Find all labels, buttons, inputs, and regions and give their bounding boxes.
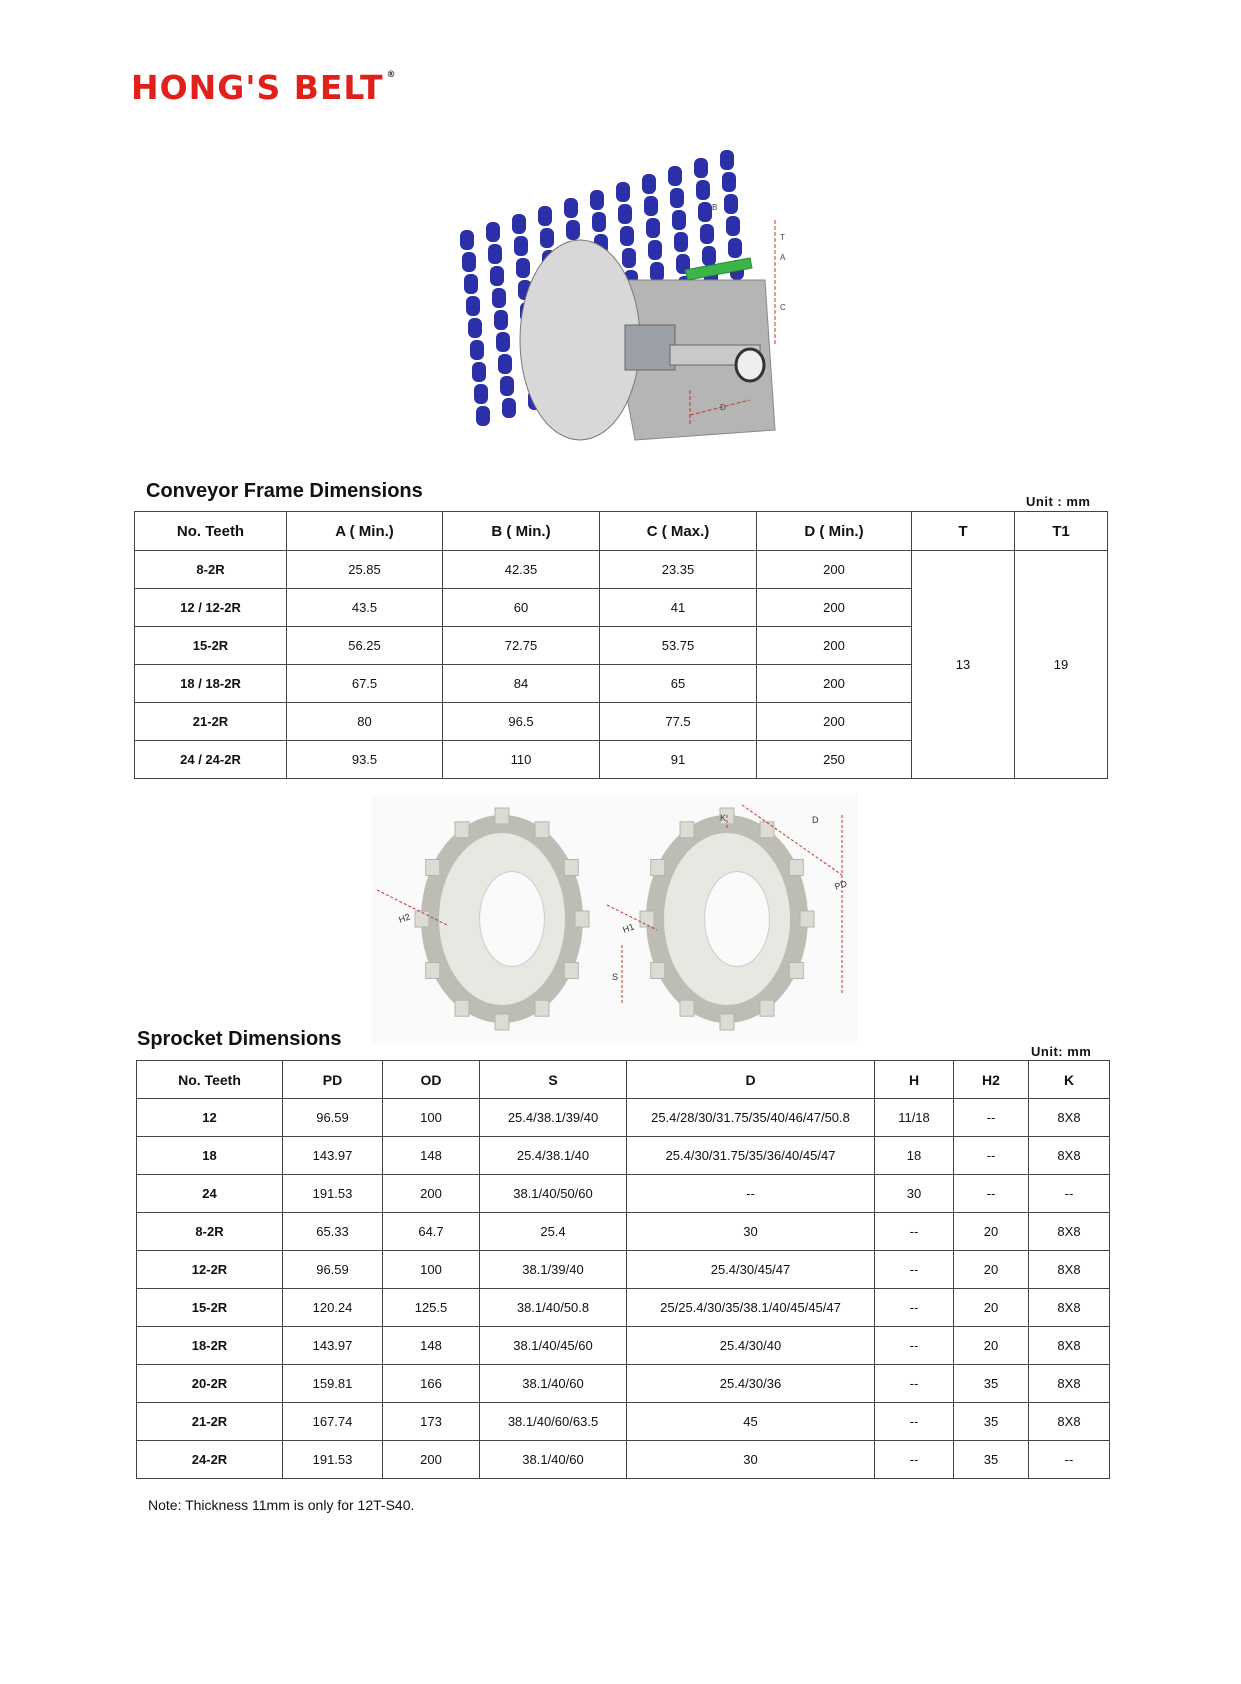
- roller: [592, 212, 606, 232]
- label-k: K: [720, 813, 727, 823]
- cell-h2: --: [954, 1175, 1029, 1213]
- cell-k: 8X8: [1029, 1099, 1110, 1137]
- frame-section-title: Conveyor Frame Dimensions: [146, 480, 423, 502]
- cell-s: 25.4: [480, 1213, 627, 1251]
- sprocket-tooth: [535, 1000, 549, 1016]
- cell-t-merged: 13: [912, 551, 1015, 779]
- col-header-h: H: [875, 1061, 954, 1099]
- dim-label-t: T: [780, 233, 785, 242]
- dim-label-a: A: [780, 253, 786, 262]
- cell-s: 25.4/38.1/40: [480, 1137, 627, 1175]
- cell-d: 25/25.4/30/35/38.1/40/45/45/47: [627, 1289, 875, 1327]
- cell-od: 200: [383, 1441, 480, 1479]
- frame-unit-label: Unit : mm: [1026, 494, 1091, 509]
- cell-a: 67.5: [287, 665, 443, 703]
- sprocket-tooth: [651, 860, 665, 876]
- cell-teeth: 18-2R: [137, 1327, 283, 1365]
- cell-k: 8X8: [1029, 1289, 1110, 1327]
- sprocket-tooth: [564, 963, 578, 979]
- cell-d: 25.4/28/30/31.75/35/40/46/47/50.8: [627, 1099, 875, 1137]
- cell-teeth: 24-2R: [137, 1441, 283, 1479]
- roller: [472, 362, 486, 382]
- shaft-block: [625, 325, 675, 370]
- cell-teeth: 24 / 24-2R: [135, 741, 287, 779]
- cell-k: 8X8: [1029, 1327, 1110, 1365]
- cell-h: --: [875, 1289, 954, 1327]
- cell-s: 38.1/40/60: [480, 1441, 627, 1479]
- cell-h: --: [875, 1327, 954, 1365]
- cell-d: 25.4/30/31.75/35/36/40/45/47: [627, 1137, 875, 1175]
- roller: [698, 202, 712, 222]
- sprocket-dimensions-table: [136, 1060, 1110, 1479]
- sprocket-tooth: [789, 963, 803, 979]
- cell-h2: 35: [954, 1365, 1029, 1403]
- roller: [538, 206, 552, 226]
- roller: [728, 238, 742, 258]
- sprocket-tooth: [495, 808, 509, 824]
- roller: [702, 246, 716, 266]
- dim-label-t1: T1: [730, 271, 740, 280]
- cell-h: --: [875, 1441, 954, 1479]
- registered-mark: ®: [386, 70, 396, 80]
- roller: [460, 230, 474, 250]
- cell-d: 200: [757, 627, 912, 665]
- cell-pd: 159.81: [283, 1365, 383, 1403]
- cell-d: 250: [757, 741, 912, 779]
- sprocket-tooth: [455, 1000, 469, 1016]
- table-row: [137, 1289, 1110, 1327]
- cell-pd: 143.97: [283, 1327, 383, 1365]
- table-row: [137, 1327, 1110, 1365]
- cell-h: 11/18: [875, 1099, 954, 1137]
- col-header-od: OD: [383, 1061, 480, 1099]
- cell-h2: 35: [954, 1441, 1029, 1479]
- col-header-t1: T1: [1015, 512, 1108, 551]
- table-row: [137, 1441, 1110, 1479]
- roller: [492, 288, 506, 308]
- col-header-k: K: [1029, 1061, 1110, 1099]
- roller: [564, 198, 578, 218]
- cell-c: 91: [600, 741, 757, 779]
- cell-a: 25.85: [287, 551, 443, 589]
- roller: [496, 332, 510, 352]
- cell-s: 38.1/40/60/63.5: [480, 1403, 627, 1441]
- cell-c: 65: [600, 665, 757, 703]
- roller: [670, 188, 684, 208]
- sprocket-illustration: [372, 795, 858, 1043]
- cell-d: 25.4/30/36: [627, 1365, 875, 1403]
- brand-logo: [131, 68, 396, 107]
- roller: [516, 258, 530, 278]
- roller: [622, 248, 636, 268]
- cell-b: 96.5: [443, 703, 600, 741]
- roller: [616, 182, 630, 202]
- table-row: [137, 1251, 1110, 1289]
- roller: [646, 218, 660, 238]
- roller: [724, 194, 738, 214]
- label-s: S: [612, 972, 619, 982]
- cell-s: 38.1/39/40: [480, 1251, 627, 1289]
- cell-h2: 20: [954, 1251, 1029, 1289]
- cell-pd: 96.59: [283, 1251, 383, 1289]
- cell-k: 8X8: [1029, 1137, 1110, 1175]
- cell-teeth: 21-2R: [135, 703, 287, 741]
- cell-d: 200: [757, 551, 912, 589]
- table-row: [137, 1403, 1110, 1441]
- col-header-c: C ( Max.): [600, 512, 757, 551]
- table-row: [137, 1365, 1110, 1403]
- label-h1: H1: [621, 921, 636, 935]
- sprocket-tooth: [760, 822, 774, 838]
- cell-h2: 20: [954, 1213, 1029, 1251]
- cell-c: 23.35: [600, 551, 757, 589]
- col-header-d: D ( Min.): [757, 512, 912, 551]
- cell-teeth: 12 / 12-2R: [135, 589, 287, 627]
- cell-teeth: 12-2R: [137, 1251, 283, 1289]
- sprocket-end: [520, 240, 640, 440]
- sprocket-bore: [705, 872, 770, 967]
- roller: [486, 222, 500, 242]
- cell-od: 100: [383, 1251, 480, 1289]
- table-header-row: [135, 512, 1108, 551]
- table-row: [137, 1213, 1110, 1251]
- cell-b: 42.35: [443, 551, 600, 589]
- sprocket-tooth: [564, 860, 578, 876]
- cell-d: 30: [627, 1441, 875, 1479]
- sprocket-tooth: [800, 911, 814, 927]
- table-row: [135, 551, 1108, 589]
- roller: [540, 228, 554, 248]
- sprocket-double: [640, 808, 814, 1030]
- sprocket-tooth: [426, 860, 440, 876]
- cell-h: 30: [875, 1175, 954, 1213]
- cell-teeth: 15-2R: [135, 627, 287, 665]
- sprocket-tooth: [720, 1014, 734, 1030]
- cell-b: 60: [443, 589, 600, 627]
- cell-h: 18: [875, 1137, 954, 1175]
- cell-od: 100: [383, 1099, 480, 1137]
- sprocket-tooth: [535, 822, 549, 838]
- roller: [618, 204, 632, 224]
- sprocket-tooth: [640, 911, 654, 927]
- roller: [500, 376, 514, 396]
- cell-b: 84: [443, 665, 600, 703]
- cell-h2: 35: [954, 1403, 1029, 1441]
- sprocket-tooth: [575, 911, 589, 927]
- dim-label-d: D: [720, 403, 726, 412]
- cell-d: 30: [627, 1213, 875, 1251]
- roller: [720, 150, 734, 170]
- footnote: Note: Thickness 11mm is only for 12T-S40.: [148, 1497, 415, 1513]
- cell-h: --: [875, 1251, 954, 1289]
- roller: [700, 224, 714, 244]
- cell-pd: 191.53: [283, 1441, 383, 1479]
- sprocket-single: [415, 808, 589, 1030]
- cell-teeth: 21-2R: [137, 1403, 283, 1441]
- dim-label-c: C: [780, 303, 786, 312]
- sprocket-tooth: [760, 1000, 774, 1016]
- col-header-a: A ( Min.): [287, 512, 443, 551]
- cell-pd: 143.97: [283, 1137, 383, 1175]
- cell-b: 72.75: [443, 627, 600, 665]
- dim-label-b: B: [712, 203, 718, 212]
- col-header-teeth: No. Teeth: [135, 512, 287, 551]
- roller: [668, 166, 682, 186]
- sprocket-bore: [480, 872, 545, 967]
- cell-s: 38.1/40/60: [480, 1365, 627, 1403]
- roller: [644, 196, 658, 216]
- roller: [466, 296, 480, 316]
- sprocket-unit-label: Unit: mm: [1031, 1044, 1092, 1059]
- cell-a: 56.25: [287, 627, 443, 665]
- cell-t1-merged: 19: [1015, 551, 1108, 779]
- cell-d: 200: [757, 665, 912, 703]
- cell-od: 148: [383, 1137, 480, 1175]
- cell-h2: --: [954, 1099, 1029, 1137]
- roller: [498, 354, 512, 374]
- cell-d: 200: [757, 589, 912, 627]
- cell-b: 110: [443, 741, 600, 779]
- table-header-row: [137, 1061, 1110, 1099]
- cell-pd: 167.74: [283, 1403, 383, 1441]
- cell-a: 93.5: [287, 741, 443, 779]
- cell-c: 53.75: [600, 627, 757, 665]
- cell-h: --: [875, 1403, 954, 1441]
- cell-d: 200: [757, 703, 912, 741]
- roller: [468, 318, 482, 338]
- cell-k: 8X8: [1029, 1365, 1110, 1403]
- shaft-end: [736, 349, 764, 381]
- cell-c: 41: [600, 589, 757, 627]
- cell-h2: 20: [954, 1327, 1029, 1365]
- roller: [696, 180, 710, 200]
- roller: [476, 406, 490, 426]
- col-header-h2: H2: [954, 1061, 1029, 1099]
- cell-s: 38.1/40/50/60: [480, 1175, 627, 1213]
- sprocket-tooth: [651, 963, 665, 979]
- cell-teeth: 18: [137, 1137, 283, 1175]
- roller: [674, 232, 688, 252]
- cell-k: 8X8: [1029, 1403, 1110, 1441]
- col-header-pd: PD: [283, 1061, 383, 1099]
- col-header-s: S: [480, 1061, 627, 1099]
- roller: [462, 252, 476, 272]
- sprocket-tooth: [426, 963, 440, 979]
- cell-h: --: [875, 1213, 954, 1251]
- sprocket-tooth: [495, 1014, 509, 1030]
- roller: [642, 174, 656, 194]
- roller: [672, 210, 686, 230]
- roller: [620, 226, 634, 246]
- cell-teeth: 8-2R: [137, 1213, 283, 1251]
- cell-od: 125.5: [383, 1289, 480, 1327]
- roller: [470, 340, 484, 360]
- cell-d: 25.4/30/40: [627, 1327, 875, 1365]
- sprocket-tooth: [455, 822, 469, 838]
- roller: [590, 190, 604, 210]
- roller: [650, 262, 664, 282]
- roller: [502, 398, 516, 418]
- cell-h2: --: [954, 1137, 1029, 1175]
- cell-od: 200: [383, 1175, 480, 1213]
- cell-pd: 120.24: [283, 1289, 383, 1327]
- table-row: [137, 1137, 1110, 1175]
- frame-dimensions-table: [134, 511, 1108, 779]
- cell-teeth: 8-2R: [135, 551, 287, 589]
- roller: [514, 236, 528, 256]
- cell-teeth: 15-2R: [137, 1289, 283, 1327]
- cell-k: 8X8: [1029, 1251, 1110, 1289]
- cell-teeth: 24: [137, 1175, 283, 1213]
- roller: [694, 158, 708, 178]
- sprocket-tooth: [680, 1000, 694, 1016]
- col-header-d: D: [627, 1061, 875, 1099]
- cell-d: 25.4/30/45/47: [627, 1251, 875, 1289]
- cell-pd: 96.59: [283, 1099, 383, 1137]
- col-header-teeth: No. Teeth: [137, 1061, 283, 1099]
- roller: [726, 216, 740, 236]
- roller: [490, 266, 504, 286]
- label-d: D: [812, 815, 819, 825]
- roller: [464, 274, 478, 294]
- cell-c: 77.5: [600, 703, 757, 741]
- table-row: [137, 1175, 1110, 1213]
- cell-od: 166: [383, 1365, 480, 1403]
- cell-a: 80: [287, 703, 443, 741]
- roller: [648, 240, 662, 260]
- sprocket-section-title: Sprocket Dimensions: [137, 1028, 342, 1050]
- sprocket-tooth: [789, 860, 803, 876]
- cell-teeth: 12: [137, 1099, 283, 1137]
- label-pd: PD: [833, 878, 849, 892]
- cell-d: 45: [627, 1403, 875, 1441]
- col-header-t: T: [912, 512, 1015, 551]
- roller: [494, 310, 508, 330]
- cell-od: 173: [383, 1403, 480, 1441]
- cell-pd: 65.33: [283, 1213, 383, 1251]
- cell-d: --: [627, 1175, 875, 1213]
- cell-k: --: [1029, 1441, 1110, 1479]
- cell-k: --: [1029, 1175, 1110, 1213]
- cell-a: 43.5: [287, 589, 443, 627]
- roller: [488, 244, 502, 264]
- cell-k: 8X8: [1029, 1213, 1110, 1251]
- cell-s: 38.1/40/45/60: [480, 1327, 627, 1365]
- roller: [512, 214, 526, 234]
- cell-od: 148: [383, 1327, 480, 1365]
- sprocket-tooth: [415, 911, 429, 927]
- cell-od: 64.7: [383, 1213, 480, 1251]
- cell-h2: 20: [954, 1289, 1029, 1327]
- sprocket-tooth: [680, 822, 694, 838]
- table-row: [137, 1099, 1110, 1137]
- cell-teeth: 20-2R: [137, 1365, 283, 1403]
- cell-s: 25.4/38.1/39/40: [480, 1099, 627, 1137]
- roller: [722, 172, 736, 192]
- col-header-b: B ( Min.): [443, 512, 600, 551]
- roller: [566, 220, 580, 240]
- cell-teeth: 18 / 18-2R: [135, 665, 287, 703]
- cell-h: --: [875, 1365, 954, 1403]
- cell-s: 38.1/40/50.8: [480, 1289, 627, 1327]
- label-h2: H2: [397, 911, 412, 925]
- cell-pd: 191.53: [283, 1175, 383, 1213]
- roller: [474, 384, 488, 404]
- conveyor-illustration: [430, 130, 850, 460]
- brand-name: HONG'S BELT: [131, 68, 384, 107]
